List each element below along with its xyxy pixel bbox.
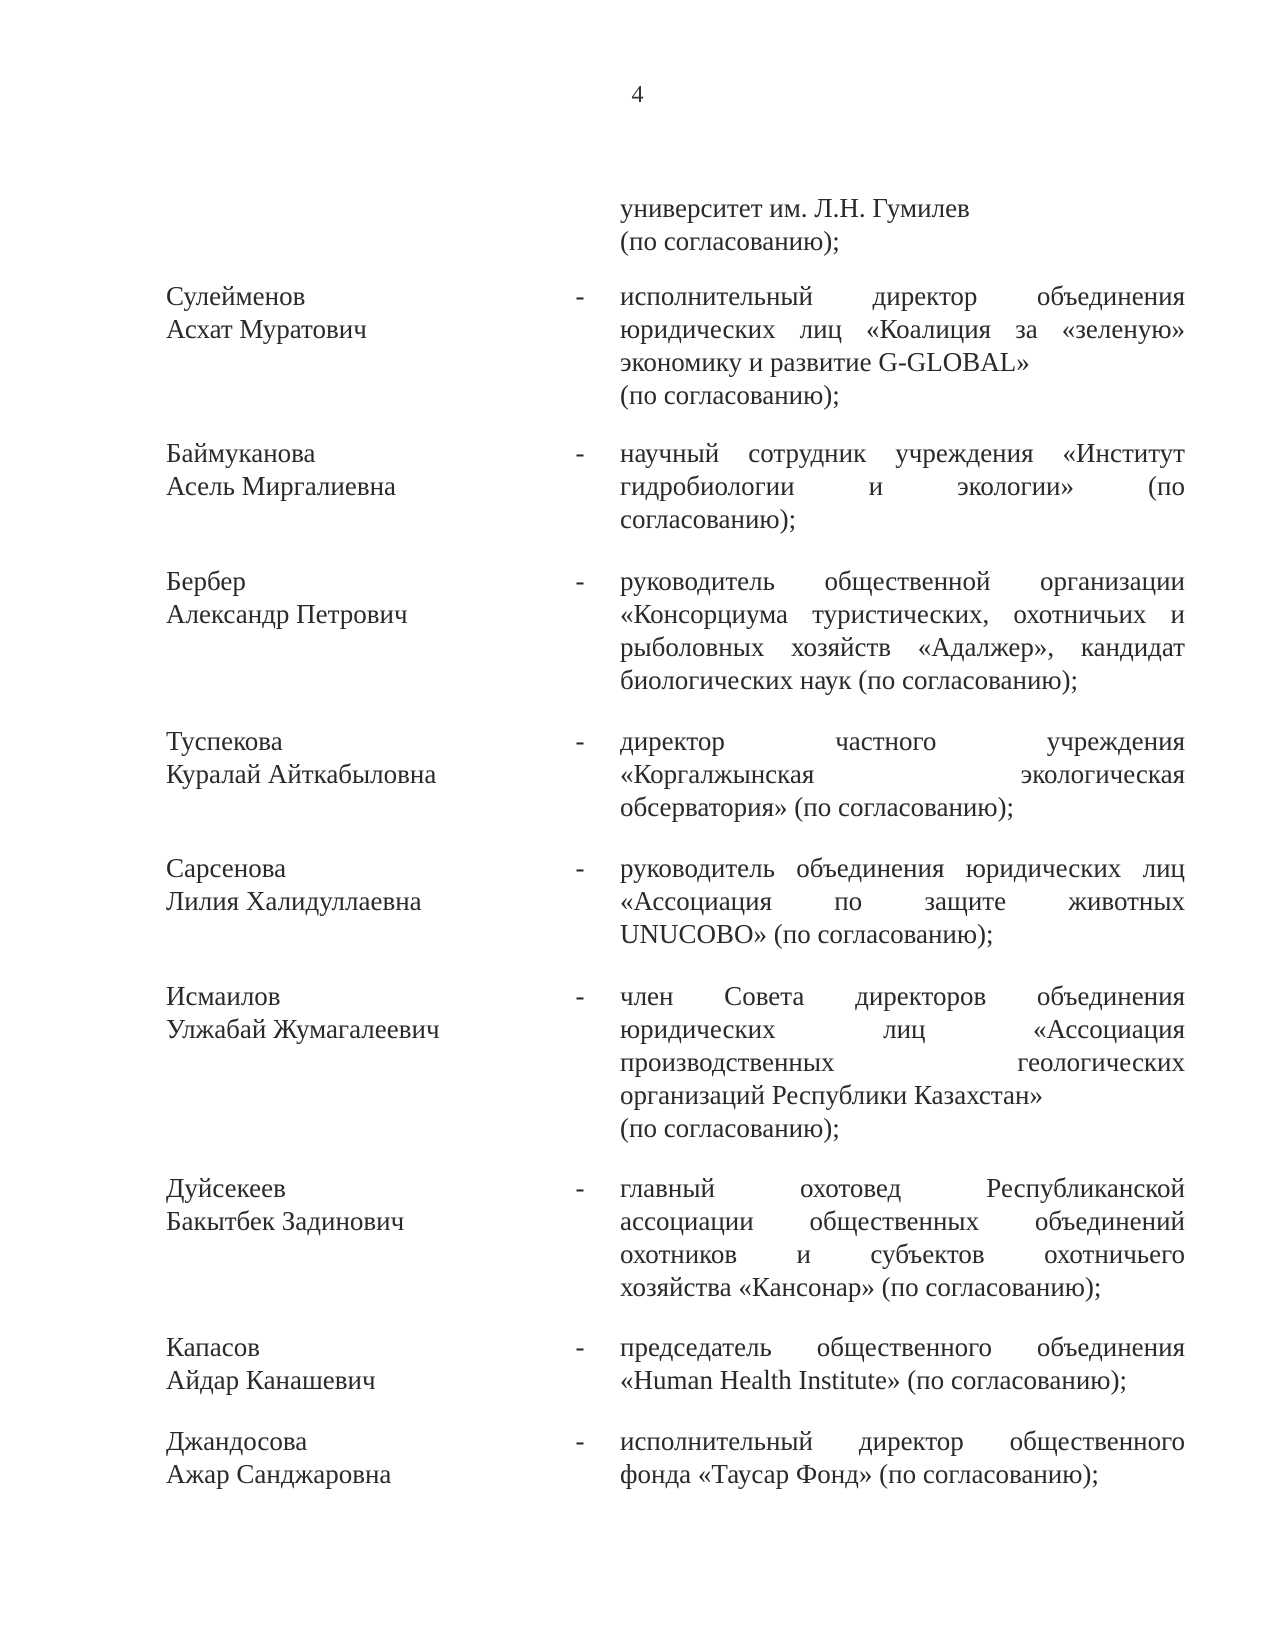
role-line: главный охотовед Республиканской: [620, 1173, 1185, 1203]
role-line: охотников и субъектов охотничьего: [620, 1239, 1185, 1269]
member-name: [166, 1425, 526, 1491]
role-line: экономику и развитие G-GLOBAL»: [620, 347, 1030, 377]
dash-separator: -: [575, 1173, 585, 1203]
member-role: [620, 852, 1185, 951]
member-name: [166, 1172, 526, 1238]
role-line: (по согласованию);: [620, 1113, 840, 1143]
role-line: «Консорциума туристических, охотничьих и: [620, 599, 1185, 629]
member-given-names: Бакытбек Задинович: [166, 1206, 405, 1236]
carryover-line: (по согласованию);: [620, 226, 840, 256]
role-line: член Совета директоров объединения: [620, 981, 1185, 1011]
role-line: ассоциации общественных объединений: [620, 1206, 1185, 1236]
member-given-names: Улжабай Жумагалеевич: [166, 1014, 440, 1044]
role-line: фонда «Таусар Фонд» (по согласованию);: [620, 1459, 1099, 1489]
dash-separator: -: [575, 566, 585, 596]
role-line: согласованию);: [620, 504, 797, 534]
member-role: [620, 980, 1185, 1145]
dash-separator: -: [575, 1426, 585, 1456]
dash-separator: -: [575, 281, 585, 311]
role-line: научный сотрудник учреждения «Институт: [620, 438, 1185, 468]
member-surname: Сарсенова: [166, 853, 287, 883]
carryover-line: университет им. Л.Н. Гумилев: [620, 193, 970, 223]
role-line: «Коргалжынская экологическая: [620, 759, 1185, 789]
member-surname: Баймуканова: [166, 438, 316, 468]
dash-separator: -: [575, 726, 585, 756]
role-line: организаций Республики Казахстан»: [620, 1080, 1043, 1110]
member-given-names: Асель Миргалиевна: [166, 471, 397, 501]
dash-separator: -: [575, 981, 585, 1011]
dash-separator: -: [575, 438, 585, 468]
member-surname: Капасов: [166, 1332, 260, 1362]
member-name: [166, 437, 526, 503]
member-given-names: Куралай Айткабыловна: [166, 759, 437, 789]
member-surname: Исмаилов: [166, 981, 281, 1011]
role-line: «Human Health Institute» (по согласованию);: [620, 1365, 1127, 1395]
page-number: 4: [631, 82, 644, 108]
member-role: [620, 1172, 1185, 1304]
role-line: гидробиологии и экологии» (по: [620, 471, 1185, 501]
member-given-names: Айдар Канашевич: [166, 1365, 376, 1395]
member-role: [620, 725, 1185, 824]
member-surname: Джандосова: [166, 1426, 308, 1456]
member-given-names: Асхат Муратович: [166, 314, 367, 344]
member-given-names: Лилия Халидуллаевна: [166, 886, 422, 916]
member-role: [620, 565, 1185, 697]
member-given-names: Александр Петрович: [166, 599, 408, 629]
role-line: UNUCOBO» (по согласованию);: [620, 919, 994, 949]
member-name: [166, 565, 526, 631]
role-line: обсерватория» (по согласованию);: [620, 792, 1015, 822]
role-line: юридических лиц «Ассоциация: [620, 1014, 1185, 1044]
member-role: [620, 1331, 1185, 1397]
member-name: [166, 725, 526, 791]
role-line: биологических наук (по согласованию);: [620, 665, 1079, 695]
role-line: «Ассоциация по защите животных: [620, 886, 1185, 916]
member-given-names: Ажар Санджаровна: [166, 1459, 392, 1489]
member-name: [166, 280, 526, 346]
role-line: директор частного учреждения: [620, 726, 1185, 756]
member-name: [166, 852, 526, 918]
role-line: руководитель общественной организации: [620, 566, 1185, 596]
member-surname: Туспекова: [166, 726, 283, 756]
role-line: руководитель объединения юридических лиц: [620, 853, 1185, 883]
member-name: [166, 980, 526, 1046]
role-line: хозяйства «Кансонар» (по согласованию);: [620, 1272, 1102, 1302]
carryover-role-text: [620, 192, 1185, 258]
member-role: [620, 1425, 1185, 1491]
role-line: исполнительный директор объединения: [620, 281, 1185, 311]
member-name: [166, 1331, 526, 1397]
dash-separator: -: [575, 853, 585, 883]
role-line: производственных геологических: [620, 1047, 1185, 1077]
role-line: исполнительный директор общественного: [620, 1426, 1185, 1456]
member-role: [620, 280, 1185, 412]
dash-separator: -: [575, 1332, 585, 1362]
member-surname: Дуйсекеев: [166, 1173, 286, 1203]
role-line: юридических лиц «Коалиция за «зеленую»: [620, 314, 1185, 344]
member-surname: Бербер: [166, 566, 246, 596]
role-line: рыболовных хозяйств «Адалжер», кандидат: [620, 632, 1185, 662]
role-line: председатель общественного объединения: [620, 1332, 1185, 1362]
member-surname: Сулейменов: [166, 281, 306, 311]
role-line: (по согласованию);: [620, 380, 840, 410]
member-role: [620, 437, 1185, 536]
